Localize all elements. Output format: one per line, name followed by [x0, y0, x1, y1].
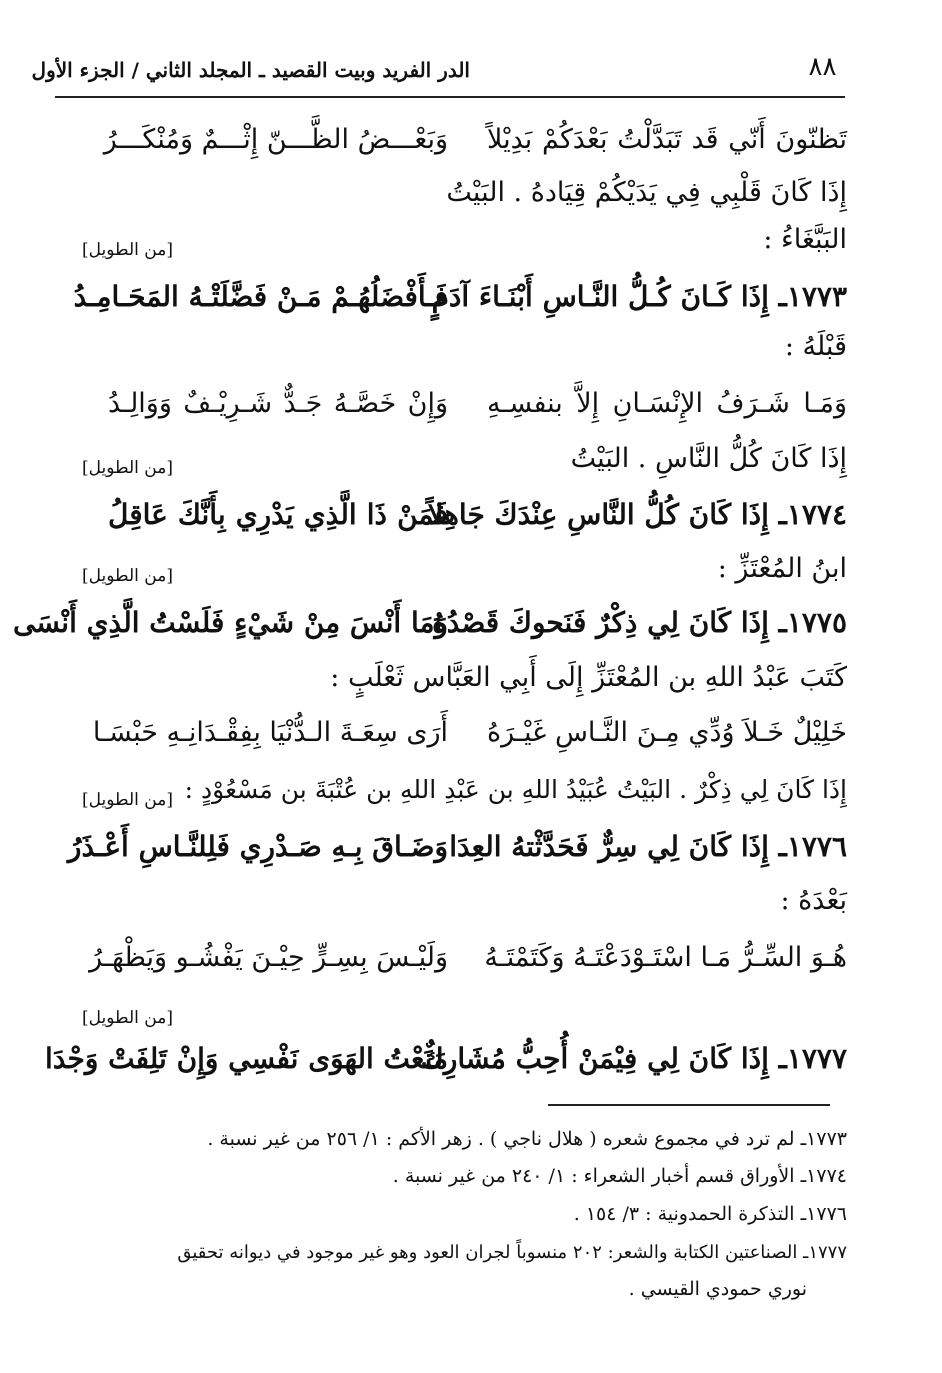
numbered-verse-right: ١٧٧٣ـ إِذَا كَـانَ كُـلُّ النَّـاسِ أَبْنَـاءَ آدَمٍ — [431, 280, 847, 313]
poet-name: البَبَّغَاءُ : — [763, 224, 847, 255]
numbered-verse-right: ١٧٧٧ـ إِذَا كَانَ لِي فِيْمَنْ أُحِبُّ مُشَارِكٌ — [420, 1042, 847, 1075]
numbered-verse-right: ١٧٧٦ـ إِذَا كَانَ لِي سِرٌّ فَحَدَّثْتهُ العِدَا — [449, 830, 847, 863]
poet-name: ابنُ المُعْتَزِّ : — [717, 553, 847, 584]
footnote: ١٧٧٤ـ الأوراق قسم أخبار الشعراء : ١/ ٢٤٠ من غير نسبة . — [392, 1165, 847, 1187]
verse-left-hemistich: وَإِنْ خَصَّـهُ جَـدٌّ شَـرِيْـفٌ وَوَالِـدُ — [108, 388, 448, 419]
meter-label: [من الطويل] — [82, 566, 173, 586]
prose-line: قَبْلَهُ : — [784, 331, 847, 362]
footnote: ١٧٧٦ـ التذكرة الحمدونية : ٣/ ١٥٤ . — [573, 1203, 847, 1225]
verse-right-hemistich: تَظنّونَ أَنّي قَد تَبَدَّلْتُ بَعْدَكُمْ بَدِيْلاً — [487, 124, 847, 155]
prose-line: إِذَا كَانَ قَلْبِي فِي يَدَيْكُمْ قِيَادهُ . البَيْتُ — [446, 177, 847, 208]
page-number: ٨٨ — [808, 52, 837, 82]
numbered-verse-left: فَمَنْ ذَا الَّذِي يَدْرِي بِأَنَّكَ عَاقِلُ — [108, 498, 448, 531]
footnote-rule — [548, 1104, 830, 1106]
footnote: ١٧٧٣ـ لم ترد في مجموع شعره ( هلال ناجي ) . زهر الأكم : ١/ ٢٥٦ من غير نسبة . — [207, 1128, 847, 1150]
meter-label: [من الطويل] — [82, 458, 173, 478]
prose-line: بَعْدَهُ : — [780, 885, 847, 916]
meter-label: [من الطويل] — [82, 1008, 173, 1028]
numbered-verse-left: وَمَا أَنْسَ مِنْ شَيْءٍ فَلَسْتُ الَّذِي أَنْسَى — [12, 606, 448, 639]
numbered-verse-left: مَنَعْتُ الهَوَى نَفْسِي وَإِنْ تَلِفَتْ وَجْدَا — [45, 1042, 448, 1075]
verse-right-hemistich: وَمَـا شَـرَفُ الإِنْسَـانِ إِلاَّ بنفسِـهِ — [487, 388, 847, 419]
numbered-verse-left: فَـأَفْضَلُهُـمْ مَـنْ فَضَّلَتْـهُ المَحَـامِـدُ — [73, 280, 448, 313]
header-rule — [55, 96, 845, 98]
verse-right-hemistich: هُـوَ السِّـرُّ مَـا اسْتَـوْدَعْتَـهُ وَكَتَمْتَـهُ — [484, 942, 847, 973]
prose-line: إِذَا كَانَ كُلُّ النَّاسِ . البَيْتُ — [570, 443, 847, 474]
numbered-verse-right: ١٧٧٥ـ إِذَا كَانَ لِي ذِكْرٌ فَنَحوكَ قَصْدُهُ — [432, 606, 847, 639]
prose-line: كَتَبَ عَبْدُ اللهِ بن المُعْتَزِّ إِلَى أَبِي العَبَّاس ثَعْلَبٍ : — [330, 662, 847, 693]
prose-line: إِذَا كَانَ لِي ذِكْرٌ . البَيْتُ عُبَيْدُ اللهِ بن عَبْدِ اللهِ بن عُتْبَةَ بن مَسْعُوْدٍ : — [184, 775, 847, 804]
verse-left-hemistich: وَبَعْـــضُ الظَّـــنّ إِثْـــمٌ وَمُنْكَـــرُ — [103, 124, 448, 155]
verse-left-hemistich: وَلَيْـسَ بِسِـرٍّ حِيْـنَ يَفْشُـو وَيَظْهَـرُ — [89, 942, 448, 973]
footnote: ١٧٧٧ـ الصناعتين الكتابة والشعر: ٢٠٢ منسوباً لجران العود وهو غير موجود في ديوانه تحقيق — [177, 1242, 847, 1263]
verse-left-hemistich: أَرَى سِعَـةَ الـدُّنْيَا بِفِقْـدَانِـهِ حَبْسَـا — [92, 717, 448, 748]
footnote-continuation: نوري حمودي القيسي . — [628, 1278, 807, 1300]
running-header: الدر الفريد وبيت القصيد ـ المجلد الثاني / الجزء الأول — [31, 58, 470, 82]
numbered-verse-right: ١٧٧٤ـ إِذَا كَانَ كُلُّ النَّاسِ عِنْدَكَ جَاهِلاً — [427, 498, 847, 531]
verse-right-hemistich: خَلِيْلٌ خَـلاَ وُدِّي مِـنَ النَّـاسِ غَيْـرَهُ — [487, 717, 847, 748]
meter-label: [من الطويل] — [82, 240, 173, 260]
numbered-verse-left: وَضَـاقَ بِـهِ صَـدْرِي فَلِلنَّـاسِ أَعْـذَرُ — [67, 830, 448, 863]
meter-label: [من الطويل] — [82, 790, 173, 810]
